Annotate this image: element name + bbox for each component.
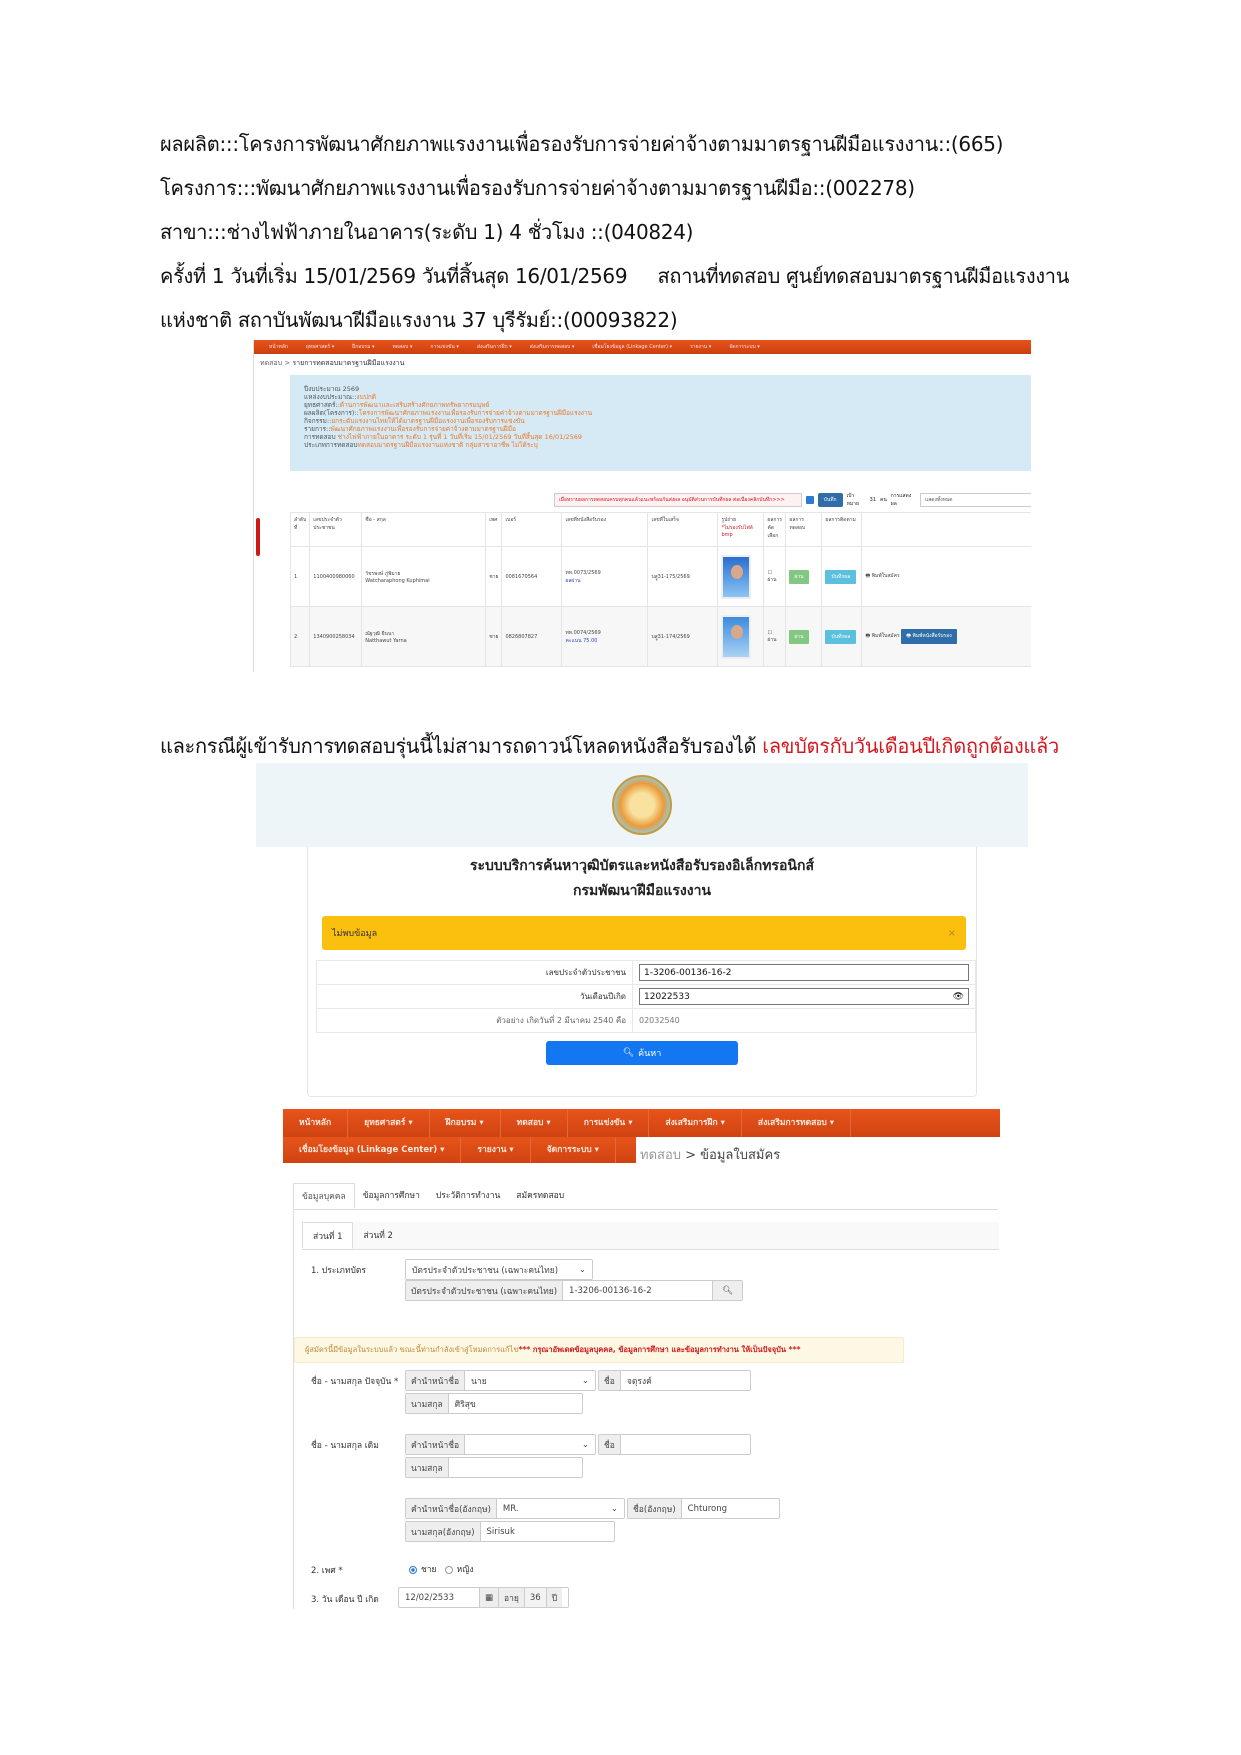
chevron-down-icon: ⌄	[610, 1503, 618, 1514]
info-line	[304, 409, 1018, 417]
col-header: ลำดับที่	[291, 513, 310, 547]
print-certificate-button[interactable]: 🖶 พิมพ์หนังสือรับรอง	[901, 629, 956, 644]
cell-id: 1340900258034	[310, 607, 362, 667]
info-label: ประเภทการทดสอบ	[304, 441, 358, 449]
search-form	[316, 960, 976, 1033]
dob-label: 3. วัน เดือน ปี เกิด	[311, 1595, 379, 1605]
sex-label: 2. เพศ *	[311, 1566, 343, 1576]
save-warning: เมื่อทราบผลการทดสอบครบทุกคนแล้วแนะพร้อมกันส่งผล อนุมัติส่วนการบันทึกผล ต่อเนื่องคลิกบันทึก>>>	[554, 493, 802, 507]
info-value: โครงการพัฒนาศักยภาพแรงงานเพื่อรองรับการจ่ายค่าจ้างตามมาตรฐานฝีมือแรงงาน	[358, 409, 593, 417]
age-value: 36	[525, 1588, 547, 1607]
breadcrumb-separator: >	[282, 359, 293, 367]
tab-apply-test[interactable]: สมัครทดสอบ	[516, 1191, 565, 1201]
example-value: 02032540	[633, 1009, 976, 1033]
info-label: ผลผลิต(โครงการ)::	[304, 409, 359, 417]
nav-item[interactable]: ส่งเสริมการทดสอบ ▾	[742, 1109, 851, 1137]
logo-band	[256, 763, 1028, 847]
not-found-alert	[322, 916, 966, 950]
doc-line-round: ครั้งที่ 1 วันที่เริ่ม 15/01/2569 วันที่สิ้นสุด 16/01/2569 สถานที่ทดสอบ ศูนย์ทดสอบมาตรฐานฝีมือแรงงาน	[160, 264, 1070, 288]
save-button[interactable]: บันทึก	[818, 493, 843, 507]
main-navbar-row1	[283, 1109, 1000, 1137]
nav-item[interactable]: ฝึกอบรม ▾	[352, 344, 375, 350]
target-value: 31	[869, 497, 877, 503]
example-label: ตัวอย่าง เกิดวันที่ 2 มีนาคม 2540 คือ	[317, 1009, 633, 1033]
dob-label: วันเดือนปีเกิด	[317, 985, 633, 1009]
photo-note: *ไม่รองรับไฟล์ bmp	[721, 525, 753, 538]
old-first-name-group	[598, 1434, 751, 1455]
cell-no: 1	[291, 547, 310, 607]
doc-line-branch: สาขา:::ช่างไฟฟ้าภายในอาคาร(ระดับ 1) 4 ชั่วโมง ::(040824)	[160, 220, 694, 244]
sex-female-label: หญิง	[456, 1565, 474, 1575]
search-icon: 🔍︎	[622, 1048, 635, 1058]
confirm-checkbox[interactable]	[806, 496, 814, 504]
name-th: ณัฐวุฒิ ยีนนา	[365, 630, 395, 637]
cell-actions	[862, 607, 1031, 667]
doc-line-output: ผลผลิต:::โครงการพัฒนาศักยภาพแรงงานเพื่อรองรับการจ่ายค่าจ้างตามมาตรฐานฝีมือแรงงาน::(665)	[160, 132, 1004, 156]
en-last-name-addon: นามสกุล(อังกฤษ)	[406, 1522, 481, 1541]
info-value: ช่างไฟฟ้าภายในอาคาร ระดับ 1 รุ่นที่ 1 วันที่เริ่ม 15/01/2569 วันที่สิ้นสุด 16/01/2569	[337, 433, 583, 441]
certificate-search-screenshot	[256, 763, 1028, 1097]
en-first-name-input[interactable]	[682, 1499, 779, 1518]
last-name-value: ศิริสุข	[454, 1399, 476, 1410]
col-header: ชื่อ - สกุล	[362, 513, 486, 547]
table-row	[291, 607, 1032, 667]
col-header-photo	[718, 513, 764, 547]
check-label[interactable]: ผ่าน	[767, 636, 777, 643]
info-value: ทดสอบมาตรฐานฝีมือแรงงานแห่งชาติ กลุ่มสาขาอาชีพ ไม่ได้ระบุ	[357, 441, 538, 449]
sex-male-label: ชาย	[421, 1565, 437, 1575]
name-th: วัชรพงษ์ ภู่พิมาย	[365, 570, 401, 577]
col-header: เบอร์	[502, 513, 562, 547]
first-name-input[interactable]	[621, 1371, 750, 1390]
target-label: เป้าหมาย	[846, 493, 859, 507]
en-last-name-group	[405, 1521, 615, 1542]
print-application-label: พิมพ์ใบสมัคร	[871, 573, 900, 579]
warning-text: ผู้สมัครนี้มีข้อมูลในระบบแล้ว ขณะนี้ท่านกำลังเข้าสู่โหมดการแก้ไข	[305, 1345, 519, 1354]
result-badge: ผ่าน	[789, 630, 808, 644]
record-result-button[interactable]: บันทึกผล	[825, 570, 856, 584]
doc-line-location: แห่งชาติ สถาบันพัฒนาฝีมือแรงงาน 37 บุรีรัมย์::(00093822)	[160, 308, 678, 332]
info-label: ยุทธศาสตร์::	[304, 401, 340, 409]
test-list-screenshot	[253, 340, 1031, 672]
col-header: เลขที่หนังสือรับรอง	[562, 513, 648, 547]
old-name-label: ชื่อ - นามสกุล เดิม	[311, 1441, 379, 1451]
card-number-input[interactable]	[563, 1281, 712, 1300]
breadcrumb	[254, 354, 1031, 373]
cell-track	[822, 547, 862, 607]
sex-radio-group	[409, 1562, 474, 1576]
cell-id: 1100400980060	[310, 547, 362, 607]
nav-item[interactable]: ส่งเสริมการฝึก ▾	[649, 1109, 741, 1137]
cell-phone: 0081670564	[502, 547, 562, 607]
nav-item[interactable]: เชื่อมโยงข้อมูล (Linkage Center) ▾	[283, 1137, 461, 1163]
cell-photo	[718, 607, 764, 667]
col-header: ผลการคัดเลือก	[764, 513, 786, 547]
prefix-select[interactable]	[405, 1370, 596, 1391]
portal-subtitle: กรมพัฒนาฝีมือแรงงาน	[572, 883, 712, 899]
breadcrumb-root[interactable]: ทดสอบ	[260, 359, 283, 367]
main-navbar	[254, 340, 1031, 354]
tab-part-1[interactable]: ส่วนที่ 1	[302, 1222, 353, 1249]
current-name-label: ชื่อ - นามสกุล ปัจจุบัน *	[311, 1377, 399, 1387]
cell-sex: ชาย	[486, 607, 502, 667]
cell-check: ☐ ผ่าน	[764, 547, 786, 607]
first-name-addon: ชื่อ	[599, 1371, 621, 1390]
col-header: เพศ	[486, 513, 502, 547]
nav-item[interactable]: รายงาน ▾	[461, 1137, 530, 1163]
table-header	[291, 513, 1032, 547]
filter-select[interactable]: แสดงทั้งหมด	[920, 493, 1031, 507]
chevron-down-icon: ⌄	[578, 1264, 586, 1275]
note-highlight: เลขบัตรกับวันเดือนปีเกิดถูกต้องแล้ว	[762, 734, 1059, 758]
applicant-table	[290, 512, 1031, 667]
col-header: เลขที่ใบเสร็จ	[648, 513, 718, 547]
col-header	[862, 513, 1031, 547]
info-line	[304, 417, 1018, 425]
cell-track	[822, 607, 862, 667]
old-last-name-group	[405, 1457, 583, 1478]
info-label: รายการ::	[304, 425, 331, 433]
col-header: ผลการทดสอบ	[786, 513, 822, 547]
print-certificate-label: พิมพ์หนังสือรับรอง	[912, 633, 952, 639]
en-prefix-addon: คำนำหน้าชื่อ(อังกฤษ)	[406, 1499, 497, 1518]
cert-no: ทท.0074/2569	[565, 629, 601, 636]
card-type-value: บัตรประจำตัวประชาชน (เฉพาะคนไทย)	[412, 1265, 559, 1276]
alert-message: ไม่พบข้อมูล	[332, 929, 378, 939]
cell-receipt: บสูู31-174/2569	[648, 607, 718, 667]
sex-male-radio[interactable]	[409, 1566, 417, 1574]
info-value: ยกระดับแรงงานไทยให้ได้มาตรฐานฝีมือแรงงานเพื่อรองรับการแข่งขัน	[331, 417, 525, 425]
edit-mode-warning	[294, 1337, 904, 1363]
record-result-button[interactable]: บันทึกผล	[825, 630, 856, 644]
card-number-group	[405, 1280, 743, 1301]
print-application-button[interactable]: 🖶 พิมพ์ใบสมัคร	[865, 633, 900, 639]
main-navbar-row2	[283, 1137, 636, 1163]
info-line	[304, 401, 1018, 409]
photo-header: รูปถ่าย	[721, 517, 737, 523]
en-last-name-input[interactable]	[481, 1522, 614, 1541]
dob-input[interactable]	[399, 1588, 479, 1607]
card-type-select[interactable]	[405, 1259, 593, 1280]
doc-line-project: โครงการ:::พัฒนาศักยภาพแรงงานเพื่อรองรับการจ่ายค่าจ้างตามมาตรฐานฝีมือ::(002278)	[160, 176, 915, 200]
main-tabs	[293, 1183, 998, 1210]
cell-name	[362, 547, 486, 607]
breadcrumb-root[interactable]: ทดสอบ	[640, 1148, 682, 1163]
applicant-photo	[721, 615, 751, 659]
info-line	[304, 433, 1018, 441]
nav-item[interactable]: การแข่งขัน ▾	[430, 344, 459, 350]
info-line	[304, 385, 1018, 393]
note-text: และกรณีผู้เข้ารับการทดสอบรุ่นนี้ไม่สามารถดาวน์โหลดหนังสือรับรองได้	[160, 734, 763, 758]
cert-note[interactable]: ผลผ่าน	[565, 577, 581, 584]
info-label: ปีงบประมาณ 2569	[304, 385, 360, 393]
info-label: กิจกรรม::	[304, 417, 332, 425]
en-first-name-value: Chturong	[687, 1503, 728, 1514]
info-line	[304, 441, 1018, 449]
breadcrumb-current: > ข้อมูลใบสมัคร	[681, 1148, 781, 1163]
card-number-addon: บัตรประจำตัวประชาชน (เฉพาะคนไทย)	[406, 1281, 563, 1300]
card-number-value: 1-3206-00136-16-2	[569, 1285, 652, 1296]
warning-highlight: *** กรุณาอัพเดตข้อมูลบุคคล, ข้อมูลการศึกษา และข้อมูลการทำงาน ให้เป็นปัจจุบัน ***	[518, 1345, 801, 1354]
old-first-name-input[interactable]	[621, 1435, 750, 1454]
dob-input[interactable]	[639, 988, 969, 1005]
last-name-addon: นามสกุล	[406, 1394, 449, 1413]
en-first-name-group	[627, 1498, 780, 1519]
search-card	[307, 847, 977, 1097]
prefix-addon: คำนำหน้าชื่อ	[406, 1371, 465, 1390]
eye-icon[interactable]: 👁	[952, 991, 964, 1002]
info-line	[304, 393, 1018, 401]
en-prefix-select[interactable]	[405, 1498, 625, 1519]
result-badge: ผ่าน	[789, 570, 808, 584]
tab-personal[interactable]: ข้อมูลบุคคล	[293, 1183, 355, 1209]
breadcrumb	[640, 1144, 780, 1165]
age-addon: อายุ	[499, 1588, 525, 1607]
id-label: เลขประจำตัวประชาชน	[317, 961, 633, 985]
nav-item[interactable]: ทดสอบ ▾	[501, 1109, 568, 1137]
cell-cert	[562, 607, 648, 667]
dob-value: 12022533	[644, 991, 690, 1002]
nav-item[interactable]: จัดการระบบ ▾	[729, 344, 760, 350]
info-label: การทดสอบ	[304, 433, 338, 441]
side-tab-marker	[256, 518, 260, 556]
chevron-down-icon: ⌄	[581, 1439, 589, 1450]
doc-note	[160, 730, 1059, 762]
cert-note[interactable]: คะแนน 75.00	[565, 637, 598, 644]
sub-tabs	[302, 1222, 999, 1250]
filter-label: การแสดงผล	[890, 493, 912, 507]
en-first-name-addon: ชื่อ(อังกฤษ)	[628, 1499, 682, 1518]
info-line	[304, 425, 1018, 433]
last-name-group	[405, 1393, 583, 1414]
cell-name	[362, 607, 486, 667]
en-last-name-value: Sirisuk	[486, 1526, 515, 1537]
tab-work-history[interactable]: ประวัติการทำงาน	[435, 1191, 501, 1201]
target-unit: คน	[880, 497, 887, 503]
dob-group	[398, 1587, 569, 1608]
old-prefix-addon: คำนำหน้าชื่อ	[406, 1435, 465, 1454]
nav-item[interactable]: รายงาน ▾	[690, 344, 712, 350]
tab-education[interactable]: ข้อมูลการศึกษา	[362, 1191, 420, 1201]
print-application-label: พิมพ์ใบสมัคร	[871, 633, 900, 639]
info-value: ด้านการพัฒนาและเสริมสร้างศักยภาพทรัพยากรมนุษย์	[339, 401, 490, 409]
age-unit: ปี	[547, 1588, 562, 1607]
cell-photo	[718, 547, 764, 607]
prefix-value: นาย	[471, 1376, 487, 1387]
chevron-down-icon: ⌄	[581, 1375, 589, 1386]
nav-item[interactable]: ทดสอบ ▾	[392, 344, 413, 350]
nav-item[interactable]: ยุทธศาสตร์ ▾	[348, 1109, 429, 1137]
nav-item[interactable]: ฝึกอบรม ▾	[430, 1109, 501, 1137]
nav-item[interactable]: หน้าหลัก	[269, 344, 288, 350]
first-name-value: จตุรงค์	[626, 1376, 652, 1387]
card-type-label: 1. ประเภทบัตร	[311, 1266, 366, 1276]
cert-no: ทท.0073/2569	[565, 569, 601, 576]
search-button-label: ค้นหา	[638, 1049, 662, 1059]
old-prefix-select[interactable]	[405, 1434, 596, 1455]
name-en: Watcharaphong Kuphimai	[365, 577, 430, 584]
old-last-name-addon: นามสกุล	[406, 1458, 449, 1477]
cell-no: 2	[291, 607, 310, 667]
info-label: แหล่งงบประมาณ::	[304, 393, 357, 401]
cell-check: ☐ ผ่าน	[764, 607, 786, 667]
en-prefix-value: MR.	[502, 1503, 519, 1514]
personal-panel	[293, 1210, 998, 1609]
application-form-screenshot	[283, 1109, 1003, 1609]
nav-item[interactable]: การแข่งขัน ▾	[568, 1109, 650, 1137]
breadcrumb-current: รายการทดสอบมาตรฐานฝีมือแรงงาน	[292, 359, 405, 367]
nav-item[interactable]: ส่งเสริมการฝึก ▾	[476, 344, 512, 350]
info-value: งบปกติ	[356, 393, 376, 401]
nav-item[interactable]: หน้าหลัก	[283, 1109, 348, 1137]
cell-cert	[562, 547, 648, 607]
last-name-input[interactable]	[449, 1394, 582, 1413]
print-application-button[interactable]: 🖶 พิมพ์ใบสมัคร	[865, 573, 900, 579]
search-button[interactable]	[546, 1041, 738, 1065]
info-value: พัฒนาศักยภาพแรงงานเพื่อรองรับการจ่ายค่าจ้างตามมาตรฐานฝีมือ	[330, 425, 516, 433]
sex-female-radio[interactable]	[445, 1566, 453, 1574]
table-row	[291, 547, 1032, 607]
first-name-group	[598, 1370, 751, 1391]
nav-item[interactable]: ส่งเสริมการทดสอบ ▾	[529, 344, 575, 350]
old-last-name-input[interactable]	[449, 1458, 582, 1477]
id-input[interactable]	[639, 964, 969, 981]
name-en: Natthawut Yarna	[365, 637, 407, 644]
calendar-icon[interactable]: ▦	[479, 1588, 499, 1607]
department-seal-logo	[612, 775, 672, 835]
close-icon[interactable]: ×	[947, 927, 956, 939]
applicant-photo	[721, 555, 751, 599]
test-info-box	[290, 375, 1031, 471]
nav-item[interactable]: จัดการระบบ ▾	[531, 1137, 616, 1163]
nav-item[interactable]: เชื่อมโยงข้อมูล (Linkage Center) ▾	[592, 344, 673, 350]
search-icon[interactable]: 🔍︎	[712, 1281, 742, 1300]
cell-receipt: บสูู31-175/2569	[648, 547, 718, 607]
old-first-name-addon: ชื่อ	[599, 1435, 621, 1454]
col-header: ผลการติดตาม	[822, 513, 862, 547]
id-value: 1-3206-00136-16-2	[644, 967, 732, 978]
check-label[interactable]: ผ่าน	[767, 576, 777, 583]
tab-part-2[interactable]: ส่วนที่ 2	[363, 1231, 393, 1241]
dob-value: 12/02/2533	[405, 1592, 454, 1603]
result-toolbar	[554, 492, 1031, 508]
nav-item[interactable]: ยุทธศาสตร์ ▾	[305, 344, 335, 350]
cell-actions	[862, 547, 1031, 607]
cell-phone: 0826807827	[502, 607, 562, 667]
cell-result	[786, 607, 822, 667]
portal-title: ระบบบริการค้นหาวุฒิบัตรและหนังสือรับรองอิเล็กทรอนิกส์	[470, 858, 814, 874]
cell-result	[786, 547, 822, 607]
col-header: เลขประจำตัวประชาชน	[310, 513, 362, 547]
cell-sex: ชาย	[486, 547, 502, 607]
